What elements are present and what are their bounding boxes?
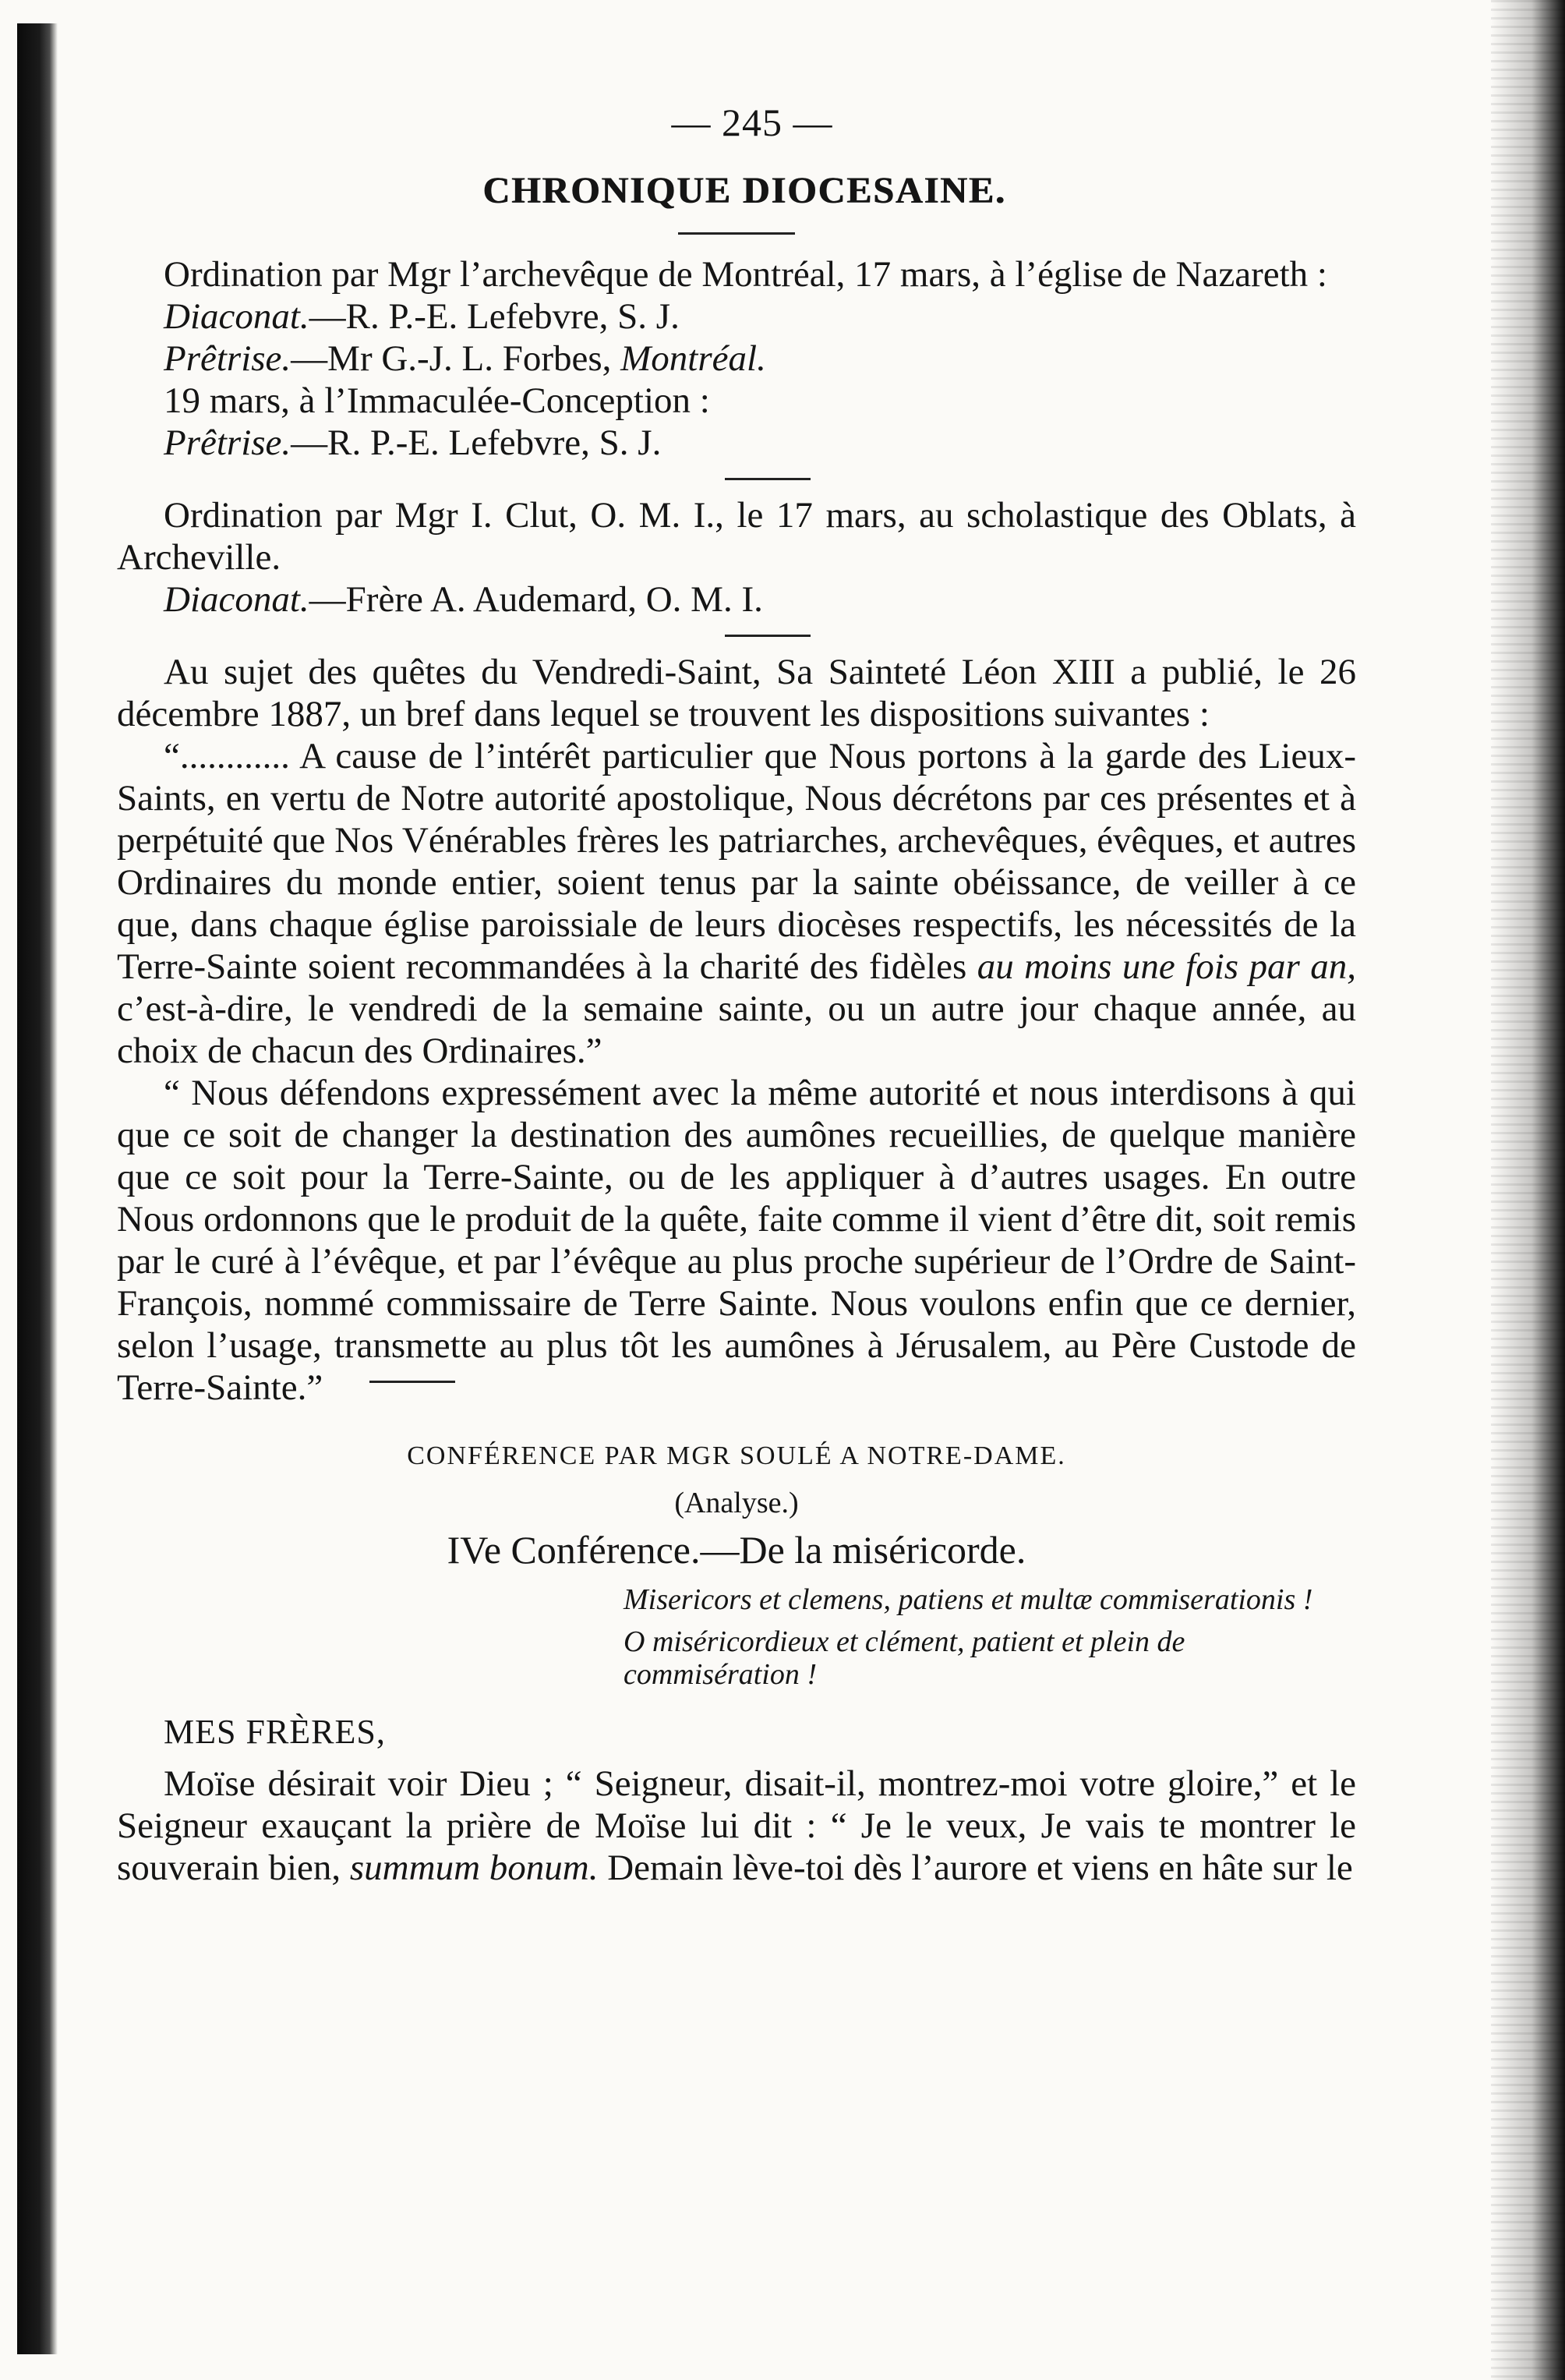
diaconat-label: Diaconat. [164,296,309,337]
binding-shadow-left [17,23,58,2354]
brief-quote-1-text: “............ A cause de l’intérêt particulier que Nous portons à la garde des Lieux-Saints, en vertu de Notre autorité apostolique, Nous décrétons par ces présentes et à perpétuité que Nos Vénérables frères les patriarches, archevêques, évêques, et autres Ordinaires du monde entier, soient tenus par la sainte obéissance, de veiller à ce que, dans chaque église paroissiale de leurs diocèses respectifs, les nécessités de la Terre-Sainte soient recommandées à la charité des fidèles [117,736,1356,987]
brief-quote-1-end: c’est-à-dire, le vendredi de la semaine sainte, ou un autre jour chaque année, au choix de chacun des Ordinaires.” [117,988,1356,1071]
section-rule-1 [725,478,811,480]
ordination-2-diaconat [117,578,1356,621]
diaconat-2-name: —Frère A. Audemard, O. M. I. [309,579,763,620]
conference-body-text: Moïse désirait voir Dieu ; “ Seigneur, disait-il, montrez-moi votre gloire,” et le Seigneur exauçant la prière de Moïse lui dit : “ Je le veux, Je vais te montrer le souverain bien, [117,1763,1356,1888]
page-number: — 245 — [671,101,833,144]
diaconat-name: —R. P.-E. Lefebvre, S. J. [309,296,680,337]
conference-body [117,1763,1356,1889]
closing-rule [369,1381,455,1383]
ordination-1-intro: Ordination par Mgr l’archevêque de Montréal, 17 mars, à l’église de Nazareth : [164,254,1327,295]
brief-quote-2-text: “ Nous défendons expressément avec la même autorité et nous interdisons à qui que ce soit de changer la destination des aumônes recueillies, de quelque manière que ce soit pour la Terre-Sainte, ou de les appliquer à d’autres usages. En outre Nous ordonnons que le produit de la quête, faite comme il vient d’être dit, soit remis par le curé à l’évêque, et par l’évêque au plus proche supérieur de l’Ordre de Saint-François, nommé commissaire de Terre Sainte. Nous voulons enfin que ce dernier, selon l’usage, transmette au plus tôt les aumônes à Jérusalem, au Père Custode de Terre-Sainte.” [117,1073,1356,1408]
pretrise-label: Prêtrise. [164,338,291,379]
brief-quote-2 [117,1072,1356,1409]
conference-heading: CONFÉRENCE PAR MGR SOULÉ A NOTRE-DAME. [407,1441,1066,1470]
epigraph-french: O miséricordieux et clément, patient et plein de commisération ! [624,1625,1185,1691]
conference-title: IVe Conférence.—De la miséricorde. [447,1528,1026,1572]
ordination-2-intro: Ordination par Mgr I. Clut, O. M. I., le 17 mars, au scholastique des Oblats, à Archeville. [117,495,1356,578]
section-rule-2 [725,635,811,637]
brief-intro: Au sujet des quêtes du Vendredi-Saint, Sa Sainteté Léon XIII a publié, le 26 décembre 1887, un bref dans lequel se trouvent les dispositions suivantes : [117,652,1356,734]
pretrise-2-label: Prêtrise. [164,423,291,463]
page [117,101,1356,1889]
ordination-block-2 [117,494,1356,621]
ordination-1-pretrise-2 [117,422,1356,464]
conference-block [117,1435,1356,1889]
page-edge-right [1491,0,1565,2380]
pretrise-place: Montréal. [620,338,766,379]
brief-quote-1 [117,735,1356,1072]
brief-quote-1-emphasis: au moins une fois par an, [977,946,1356,987]
salutation: MES FRÈRES, [164,1713,386,1751]
title-rule [678,232,795,235]
pretrise-name: —Mr G.-J. L. Forbes, [291,338,621,379]
ordination-1-date-2: 19 mars, à l’Immaculée-Conception : [164,380,710,421]
pretrise-2-name: —R. P.-E. Lefebvre, S. J. [291,423,662,463]
conference-body-end: Demain lève-toi dès l’aurore et viens en hâte sur le [598,1848,1353,1888]
chronicle-title: CHRONIQUE DIOCESAINE. [482,170,1006,211]
diaconat-2-label: Diaconat. [164,579,309,620]
epigraph [624,1583,1356,1691]
ordination-block-1 [117,253,1356,464]
ordination-1-diaconat [117,295,1356,338]
epigraph-latin: Misericors et clemens, patiens et multæ commiserationis ! [624,1583,1313,1616]
brief-block [117,651,1356,1409]
conference-analysis: (Analyse.) [674,1487,799,1519]
ordination-1-pretrise [117,338,1356,380]
conference-body-emphasis: summum bonum. [349,1848,599,1888]
